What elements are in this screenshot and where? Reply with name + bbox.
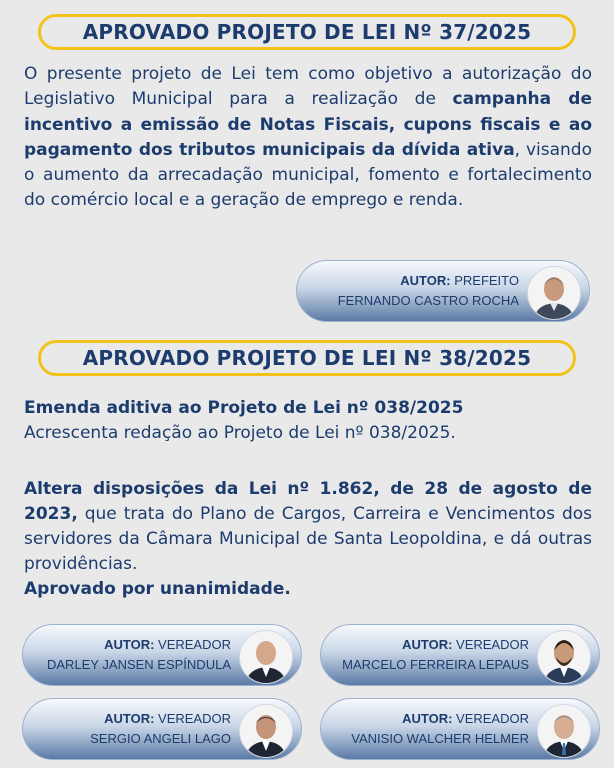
author-name: MARCELO FERREIRA LEPAUS — [342, 657, 529, 672]
author-role: VEREADOR — [158, 637, 231, 652]
emenda-block — [24, 396, 592, 447]
person-photo-icon — [528, 267, 580, 319]
author-card-text — [47, 635, 231, 675]
section-1-description — [24, 62, 592, 214]
author-role: VEREADOR — [456, 711, 529, 726]
author-role: PREFEITO — [454, 273, 519, 288]
avatar — [239, 704, 293, 758]
avatar — [527, 266, 581, 320]
author-card-prefeito — [296, 260, 590, 322]
person-photo-icon — [538, 705, 590, 757]
author-card-sergio — [22, 698, 302, 760]
section-1-text-b: , visando o aumento da arrecadação municipal, fomento e fortalecimento do comércio local e a geração de emprego e renda. — [24, 139, 592, 211]
section-1-heading-text: APROVADO PROJETO DE LEI Nº 37/2025 — [82, 20, 532, 44]
section-2-heading-text: APROVADO PROJETO DE LEI Nº 38/2025 — [82, 346, 532, 370]
author-name: SERGIO ANGELI LAGO — [90, 731, 231, 746]
section-2-heading — [38, 340, 576, 376]
avatar — [537, 630, 591, 684]
person-photo-icon — [240, 705, 292, 757]
author-name: FERNANDO CASTRO ROCHA — [337, 293, 519, 308]
author-label: AUTOR: — [402, 711, 453, 726]
person-photo-icon — [538, 631, 590, 683]
author-card-marcelo — [320, 624, 600, 686]
section-1-text-bold: campanha de incentivo a emissão de Notas Fiscais, cupons fiscais e ao pagamento dos tributos municipais da dívida ativa — [24, 89, 592, 160]
author-role: VEREADOR — [158, 711, 231, 726]
person-photo-icon — [240, 631, 292, 683]
author-name: VANISIO WALCHER HELMER — [351, 731, 529, 746]
avatar — [239, 630, 293, 684]
author-card-vanisio — [320, 698, 600, 760]
author-name: DARLEY JANSEN ESPÍNDULA — [47, 657, 231, 672]
approval-text: Aprovado por unanimidade. — [24, 579, 291, 599]
author-label: AUTOR: — [104, 711, 155, 726]
author-card-text — [338, 271, 519, 311]
author-card-darley — [22, 624, 302, 686]
altera-bold: Altera disposições da Lei nº 1.862, de 28 de agosto de 2023, — [24, 479, 592, 524]
author-role: VEREADOR — [456, 637, 529, 652]
section-1-text-a: O presente projeto de Lei tem como objetivo a autorização do Legislativo Municipal para a realização de — [24, 64, 592, 110]
emenda-text: Acrescenta redação ao Projeto de Lei nº 038/2025. — [24, 423, 456, 444]
author-card-text — [90, 709, 231, 749]
author-label: AUTOR: — [400, 273, 451, 288]
author-card-text — [342, 635, 529, 675]
altera-text: que trata do Plano de Cargos, Carreira e Vencimentos dos servidores da Câmara Municipal de Santa Leopoldina, e dá outras providências. — [24, 504, 592, 574]
emenda-title: Emenda aditiva ao Projeto de Lei nº 038/2025 — [24, 398, 464, 418]
altera-block — [24, 477, 592, 602]
author-label: AUTOR: — [402, 637, 453, 652]
author-label: AUTOR: — [104, 637, 155, 652]
avatar — [537, 704, 591, 758]
author-card-text — [351, 709, 529, 749]
section-1-heading — [38, 14, 576, 50]
